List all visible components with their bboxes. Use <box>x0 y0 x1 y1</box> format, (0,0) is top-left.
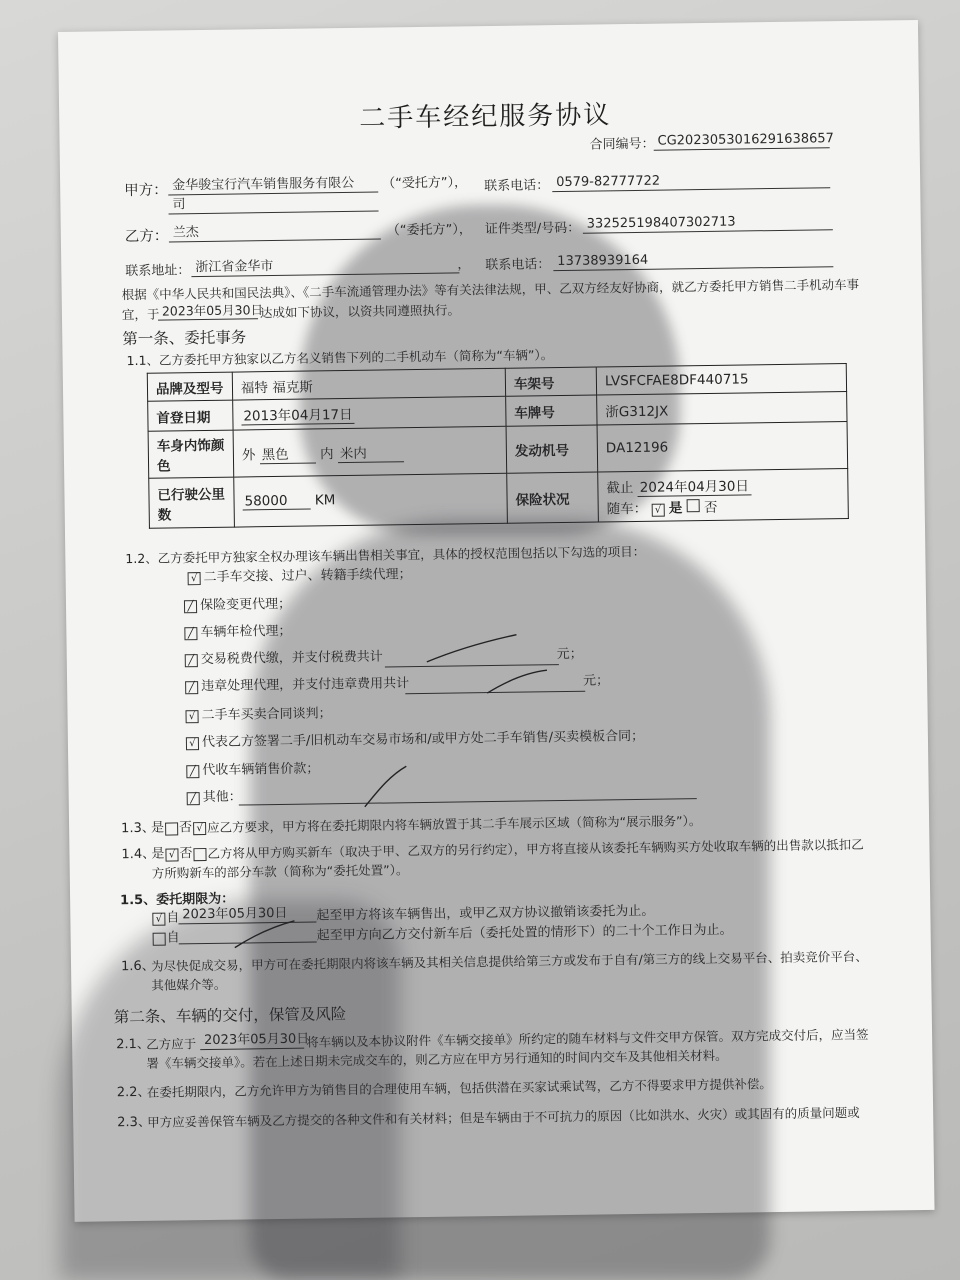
address-label: 联系地址： <box>125 263 191 280</box>
brand-value: 福特 福克斯 <box>232 368 505 400</box>
party-a-label: 甲方： <box>124 182 168 200</box>
mileage-cell <box>234 473 508 527</box>
party-b-phone: 13738939164 <box>553 249 833 271</box>
vehicle-table <box>147 363 849 529</box>
address-sep: ， <box>457 257 471 273</box>
clause-1-4-no-checkbox[interactable] <box>193 848 206 861</box>
term-1-from: 自 <box>166 910 180 926</box>
term-1-text: 起至甲方将该车辆售出，或甲乙双方协议撤销该委托为止。 <box>316 903 655 924</box>
item-5-label: 违章处理代理，并支付违章费用共计 <box>201 676 410 695</box>
party-a-name-1: 金华骏宝行汽车销售服务有限公 <box>168 175 378 196</box>
item-4-unit: 元； <box>556 646 583 663</box>
clause-2-1-date: 2023年05月30日 <box>200 1031 304 1050</box>
term-1-checkbox[interactable]: √ <box>152 913 165 926</box>
clause-1-4-yes-checkbox[interactable]: √ <box>165 848 178 861</box>
contract-no-label: 合同编号： <box>589 136 655 153</box>
clause-1-4-text-1: 乙方将从甲方购买新车（取决于甲、乙双方的另行约定），甲方将直接从该委托车辆购买方处收取车辆的出售款以抵扣乙 <box>207 836 864 861</box>
strike-scribble <box>416 630 597 713</box>
clause-1-3-text: 应乙方要求，甲方将在委托期限内将车辆放置于其二手车展示区域（简称为“展示服务”）。 <box>207 813 702 835</box>
color-out-value: 黑色 <box>260 442 316 464</box>
color-out-label: 外 <box>241 446 256 463</box>
item-6-checkbox[interactable]: √ <box>185 710 198 723</box>
intro-date: 2023年05月30日 <box>158 301 258 320</box>
other-scribble <box>358 762 419 813</box>
item-4-checkbox[interactable]: ╱ <box>185 654 198 667</box>
clause-1-1: 1.1、乙方委托甲方独家以乙方名义销售下列的二手机动车（简称为“车辆”）。 <box>126 347 554 369</box>
clause-1-3-no: 否 <box>179 820 193 836</box>
term-2-checkbox[interactable] <box>153 933 166 946</box>
item-3-checkbox[interactable]: ╱ <box>184 627 197 640</box>
plate-value: 浙G312JX <box>597 392 847 425</box>
item-9-other <box>239 781 697 805</box>
party-a-role: （“受托方”）， <box>382 175 468 192</box>
item-5-unit: 元； <box>583 673 610 689</box>
item-8-checkbox[interactable]: ╱ <box>186 765 199 778</box>
page-title: 二手车经纪服务协议 <box>359 100 612 134</box>
engine-key: 发动机号 <box>506 425 598 473</box>
clause-2-1-pre: 乙方应于 <box>146 1036 197 1052</box>
item-5-checkbox[interactable]: ╱ <box>185 681 198 694</box>
clause-1-3-num: 1.3、 <box>121 820 155 837</box>
clause-2-1-post: 将车辆以及本协议附件《车辆交接单》所约定的随车材料与文件交甲方保管。双方完成交付后，应当签 <box>306 1026 869 1050</box>
brand-key: 品牌及型号 <box>147 372 232 401</box>
section-1-heading: 第一条、委托事务 <box>122 328 247 349</box>
term-1-date: 2023年05月30日 <box>178 904 316 924</box>
section-2-heading: 第二条、车辆的交付，保管及风险 <box>113 1005 347 1027</box>
vin-value: LVSFCFAE8DF440715 <box>596 364 846 395</box>
insurance-yes-checkbox[interactable]: √ <box>651 504 664 517</box>
clause-1-4-text-2: 方所购新车的部分车款（简称为“委托处置”）。 <box>151 862 409 881</box>
item-1-checkbox[interactable]: √ <box>188 572 201 585</box>
intro-line-1: 根据《中华人民共和国民法典》、《二手车流通管理办法》等有关法律法规，甲、乙双方经友好协商，就乙方委托甲方销售二手机动车事 <box>121 276 860 303</box>
item-9-checkbox[interactable]: ╱ <box>187 792 200 805</box>
clause-1-4-no: 否 <box>179 846 193 862</box>
insurance-no-label: 否 <box>703 499 718 517</box>
item-4-label: 交易税费代缴，并支付税费共计 <box>200 649 383 668</box>
insurance-follow-label: 随车： <box>606 500 648 518</box>
engine-value: DA12196 <box>597 422 848 472</box>
insurance-until-label: 截止 <box>606 480 634 497</box>
item-7-label: 代表乙方签署二手/旧机动车交易市场和/或甲方处二手车销售/买卖模板合同； <box>201 728 645 751</box>
item-7-checkbox[interactable]: √ <box>186 737 199 750</box>
reg-date-cell <box>233 396 506 430</box>
clause-1-5: 1.5、委托期限为： <box>120 891 235 909</box>
insurance-no-checkbox[interactable] <box>686 499 699 512</box>
clause-1-6-text-2: 其他媒介等。 <box>151 976 227 993</box>
phone-label-a: 联系电话： <box>484 178 550 195</box>
color-in-value: 米内 <box>338 441 404 463</box>
insurance-until-date: 2024年04月30日 <box>638 474 752 497</box>
item-2-checkbox[interactable]: ╱ <box>184 600 197 613</box>
intro-prefix: 宜，于 <box>121 306 160 323</box>
clause-2-3-num: 2.3、 <box>117 1114 152 1131</box>
clause-1-3-yes: 是 <box>151 820 165 836</box>
item-9-label: 其他： <box>202 789 242 806</box>
vin-key: 车架号 <box>505 367 596 396</box>
party-a-name-2: 司 <box>168 194 378 215</box>
term-2-from: 自 <box>166 930 180 946</box>
party-b-label: 乙方： <box>124 228 169 246</box>
id-label: 证件类型/号码： <box>484 220 581 238</box>
clause-2-3-text: 甲方应妥善保管车辆及乙方提交的各种文件和有关材料；但是车辆由于不可抗力的原因（比如洪水、火灾）或其固有的质量问题或 <box>147 1104 860 1130</box>
phone-label-b: 联系电话： <box>485 257 551 274</box>
party-b-id: 332525198407302713 <box>583 212 833 233</box>
mileage-key: 已行驶公里数 <box>149 477 235 528</box>
clause-2-2-num: 2.2、 <box>116 1084 151 1101</box>
clause-1-3-yes-checkbox[interactable] <box>165 822 178 835</box>
mileage-unit: KM <box>314 492 336 509</box>
address: 浙江省金华市 <box>191 255 459 277</box>
item-3-label: 车辆年检代理； <box>200 623 292 641</box>
clause-1-4-num: 1.4、 <box>121 846 156 863</box>
contract-paper <box>58 20 935 1222</box>
color-in-label: 内 <box>319 445 334 462</box>
clause-2-1-text-2: 署《车辆交接单》。若在上述日期未完成交车的，则乙方应在甲方另行通知的时间内交车及其他相关材料。 <box>146 1047 728 1071</box>
clause-1-4-yes: 是 <box>151 846 165 862</box>
clause-2-1-num: 2.1、 <box>116 1036 150 1053</box>
term-2-scribble <box>230 917 300 952</box>
clause-1-2: 1.2、乙方委托甲方独家全权办理该车辆出售相关事宜，具体的授权范围包括以下勾选的项目： <box>125 543 646 567</box>
reg-date-key: 首登日期 <box>148 400 233 431</box>
item-1-label: 二手车交接、过户、转籍手续代理； <box>203 567 412 586</box>
insurance-key: 保险状况 <box>507 472 599 523</box>
color-key: 车身内饰颜色 <box>148 430 234 478</box>
reg-date-value: 2013年04月17日 <box>241 403 355 426</box>
party-b-name: 兰杰 <box>169 222 381 243</box>
term-2-text: 起至甲方向乙方交付新车后（委托处置的情形下）的二十个工作日为止。 <box>316 922 733 944</box>
insurance-yes-label: 是 <box>668 500 683 517</box>
party-b-role: （“委托方”）， <box>386 222 472 239</box>
item-2-label: 保险变更代理； <box>199 596 292 614</box>
insurance-cell <box>598 469 849 522</box>
contract-no: CG2023053016291638657 <box>653 130 829 150</box>
plate-key: 车牌号 <box>506 395 597 426</box>
clause-1-6-text-1: 为尽快促成交易，甲方可在委托期限内将该车辆及其相关信息提供给第三方或发布于自有/第三方的线上交易平台、拍卖竞价平台、 <box>150 948 868 974</box>
clause-2-2-text: 在委托期限内，乙方允许甲方为销售目的合理使用车辆，包括供潜在买家试乘试驾，乙方不得要求甲方提供补偿。 <box>146 1076 772 1100</box>
party-a-phone: 0579-82777722 <box>552 170 830 192</box>
mileage-value: 58000 <box>242 493 310 511</box>
item-8-label: 代收车辆销售价款； <box>202 761 320 779</box>
clause-1-3-no-checkbox[interactable]: √ <box>193 822 206 835</box>
intro-suffix: 达成如下协议，以资共同遵照执行。 <box>259 302 461 321</box>
item-6-label: 二手车买卖合同谈判； <box>201 706 332 724</box>
color-cell <box>233 426 507 477</box>
clause-1-6-num: 1.6、 <box>120 958 155 975</box>
